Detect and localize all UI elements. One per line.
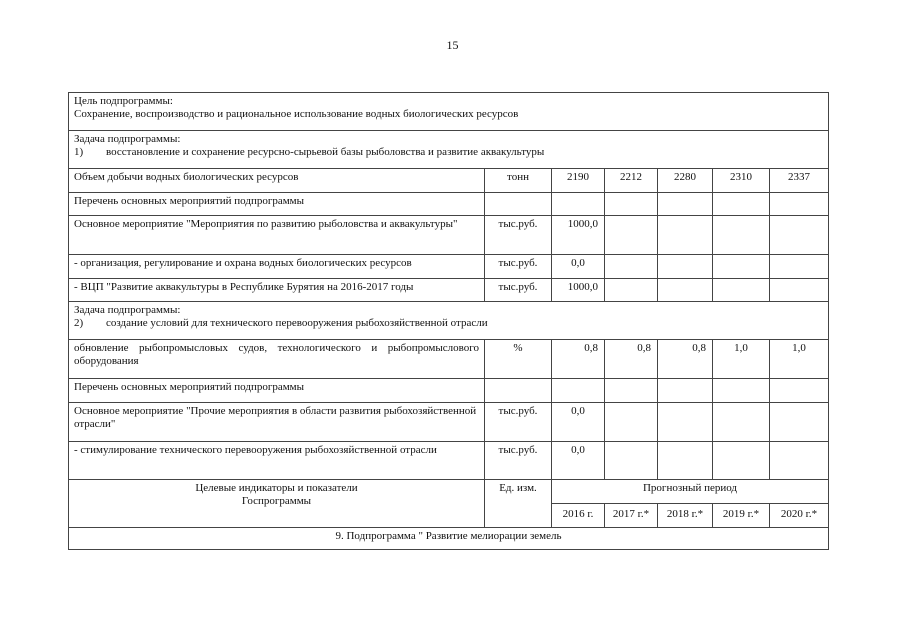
task1-label: Задача подпрограммы: — [74, 133, 181, 145]
row-unit — [485, 379, 552, 403]
goal-cell — [69, 93, 829, 131]
row-value — [552, 379, 605, 403]
task2-cell — [69, 302, 829, 340]
task2-text: создание условий для технического перевооружения рыбохозяйственной отрасли — [106, 317, 488, 329]
task1-text: восстановление и сохранение ресурсно-сырьевой базы рыболовства и развитие аквакультуры — [106, 146, 545, 158]
row-value — [770, 379, 829, 403]
row-unit: тонн — [485, 169, 552, 193]
unit-header: Ед. изм. — [485, 480, 552, 528]
row-value — [770, 216, 829, 255]
row-value: 2190 — [552, 169, 605, 193]
indicators-table — [68, 92, 829, 550]
row-value — [713, 216, 770, 255]
row-value — [770, 255, 829, 279]
row-unit: тыс.руб. — [485, 279, 552, 302]
row-name: - ВЦП "Развитие аквакультуры в Республике Бурятия на 2016-2017 годы — [69, 279, 485, 302]
task1-cell — [69, 131, 829, 169]
row-value — [770, 403, 829, 442]
table-row — [69, 442, 829, 480]
task1-number: 1) — [74, 146, 84, 158]
row-value: 2280 — [658, 169, 713, 193]
row-value — [605, 255, 658, 279]
year-header: 2019 г.* — [713, 504, 770, 528]
row-value — [713, 379, 770, 403]
row-unit: % — [485, 340, 552, 379]
row-value: 1000,0 — [552, 279, 605, 302]
subprogram-title: 9. Подпрограмма " Развитие мелиорации земель — [69, 528, 829, 550]
table-row — [69, 340, 829, 379]
period-header: Прогнозный период — [552, 480, 829, 504]
row-unit — [485, 193, 552, 216]
page-number: 15 — [446, 38, 459, 52]
table-row — [69, 255, 829, 279]
goal-label: Цель подпрограммы: — [74, 95, 173, 107]
table-row — [69, 403, 829, 442]
row-value — [605, 216, 658, 255]
row-name: Объем добычи водных биологических ресурсов — [69, 169, 485, 193]
row-value: 1000,0 — [552, 216, 605, 255]
row-value — [552, 193, 605, 216]
row-value — [713, 279, 770, 302]
table-row — [69, 216, 829, 255]
row-name: Перечень основных мероприятий подпрограммы — [69, 379, 485, 403]
row-unit: тыс.руб. — [485, 255, 552, 279]
year-header: 2018 г.* — [658, 504, 713, 528]
row-value: 0,8 — [552, 340, 605, 379]
row-value — [713, 255, 770, 279]
row-value — [713, 442, 770, 480]
row-unit: тыс.руб. — [485, 403, 552, 442]
row-value — [605, 442, 658, 480]
row-value — [658, 403, 713, 442]
table-row — [69, 279, 829, 302]
row-value: 0,0 — [552, 442, 605, 480]
row-name: - стимулирование технического перевооружения рыбохозяйственной отрасли — [69, 442, 485, 480]
row-value — [713, 193, 770, 216]
row-value — [658, 255, 713, 279]
row-value: 0,0 — [552, 255, 605, 279]
row-value — [658, 442, 713, 480]
row-value — [605, 403, 658, 442]
year-header: 2020 г.* — [770, 504, 829, 528]
row-value — [658, 193, 713, 216]
row-name: Основное мероприятие "Прочие мероприятия в области развития рыбохозяйственной отрасли" — [69, 403, 485, 442]
task2-number: 2) — [74, 317, 84, 329]
row-unit: тыс.руб. — [485, 442, 552, 480]
row-unit: тыс.руб. — [485, 216, 552, 255]
row-name: Перечень основных мероприятий подпрограммы — [69, 193, 485, 216]
row-value: 0,8 — [658, 340, 713, 379]
year-header: 2017 г.* — [605, 504, 658, 528]
table-row — [69, 169, 829, 193]
row-value: 1,0 — [713, 340, 770, 379]
row-name: Основное мероприятие "Мероприятия по развитию рыболовства и аквакультуры" — [69, 216, 485, 255]
row-name: обновление рыбопромысловых судов, технологического и рыбопромыслового оборудования — [69, 340, 485, 379]
row-name: - организация, регулирование и охрана водных биологических ресурсов — [69, 255, 485, 279]
row-value: 2212 — [605, 169, 658, 193]
task2-label: Задача подпрограммы: — [74, 304, 181, 316]
row-value — [770, 442, 829, 480]
row-value — [605, 379, 658, 403]
table-row — [69, 379, 829, 403]
row-value — [770, 279, 829, 302]
goal-text: Сохранение, воспроизводство и рациональное использование водных биологических ресурсов — [74, 108, 519, 120]
row-value — [658, 279, 713, 302]
row-value — [658, 379, 713, 403]
row-value — [658, 216, 713, 255]
year-header: 2016 г. — [552, 504, 605, 528]
row-value: 0,8 — [605, 340, 658, 379]
row-value — [770, 193, 829, 216]
indicators-header: Целевые индикаторы и показатели Госпрограммы — [69, 480, 485, 528]
row-value — [605, 193, 658, 216]
row-value: 1,0 — [770, 340, 829, 379]
row-value: 2310 — [713, 169, 770, 193]
row-value — [713, 403, 770, 442]
row-value: 0,0 — [552, 403, 605, 442]
row-value — [605, 279, 658, 302]
row-value: 2337 — [770, 169, 829, 193]
table-row — [69, 193, 829, 216]
